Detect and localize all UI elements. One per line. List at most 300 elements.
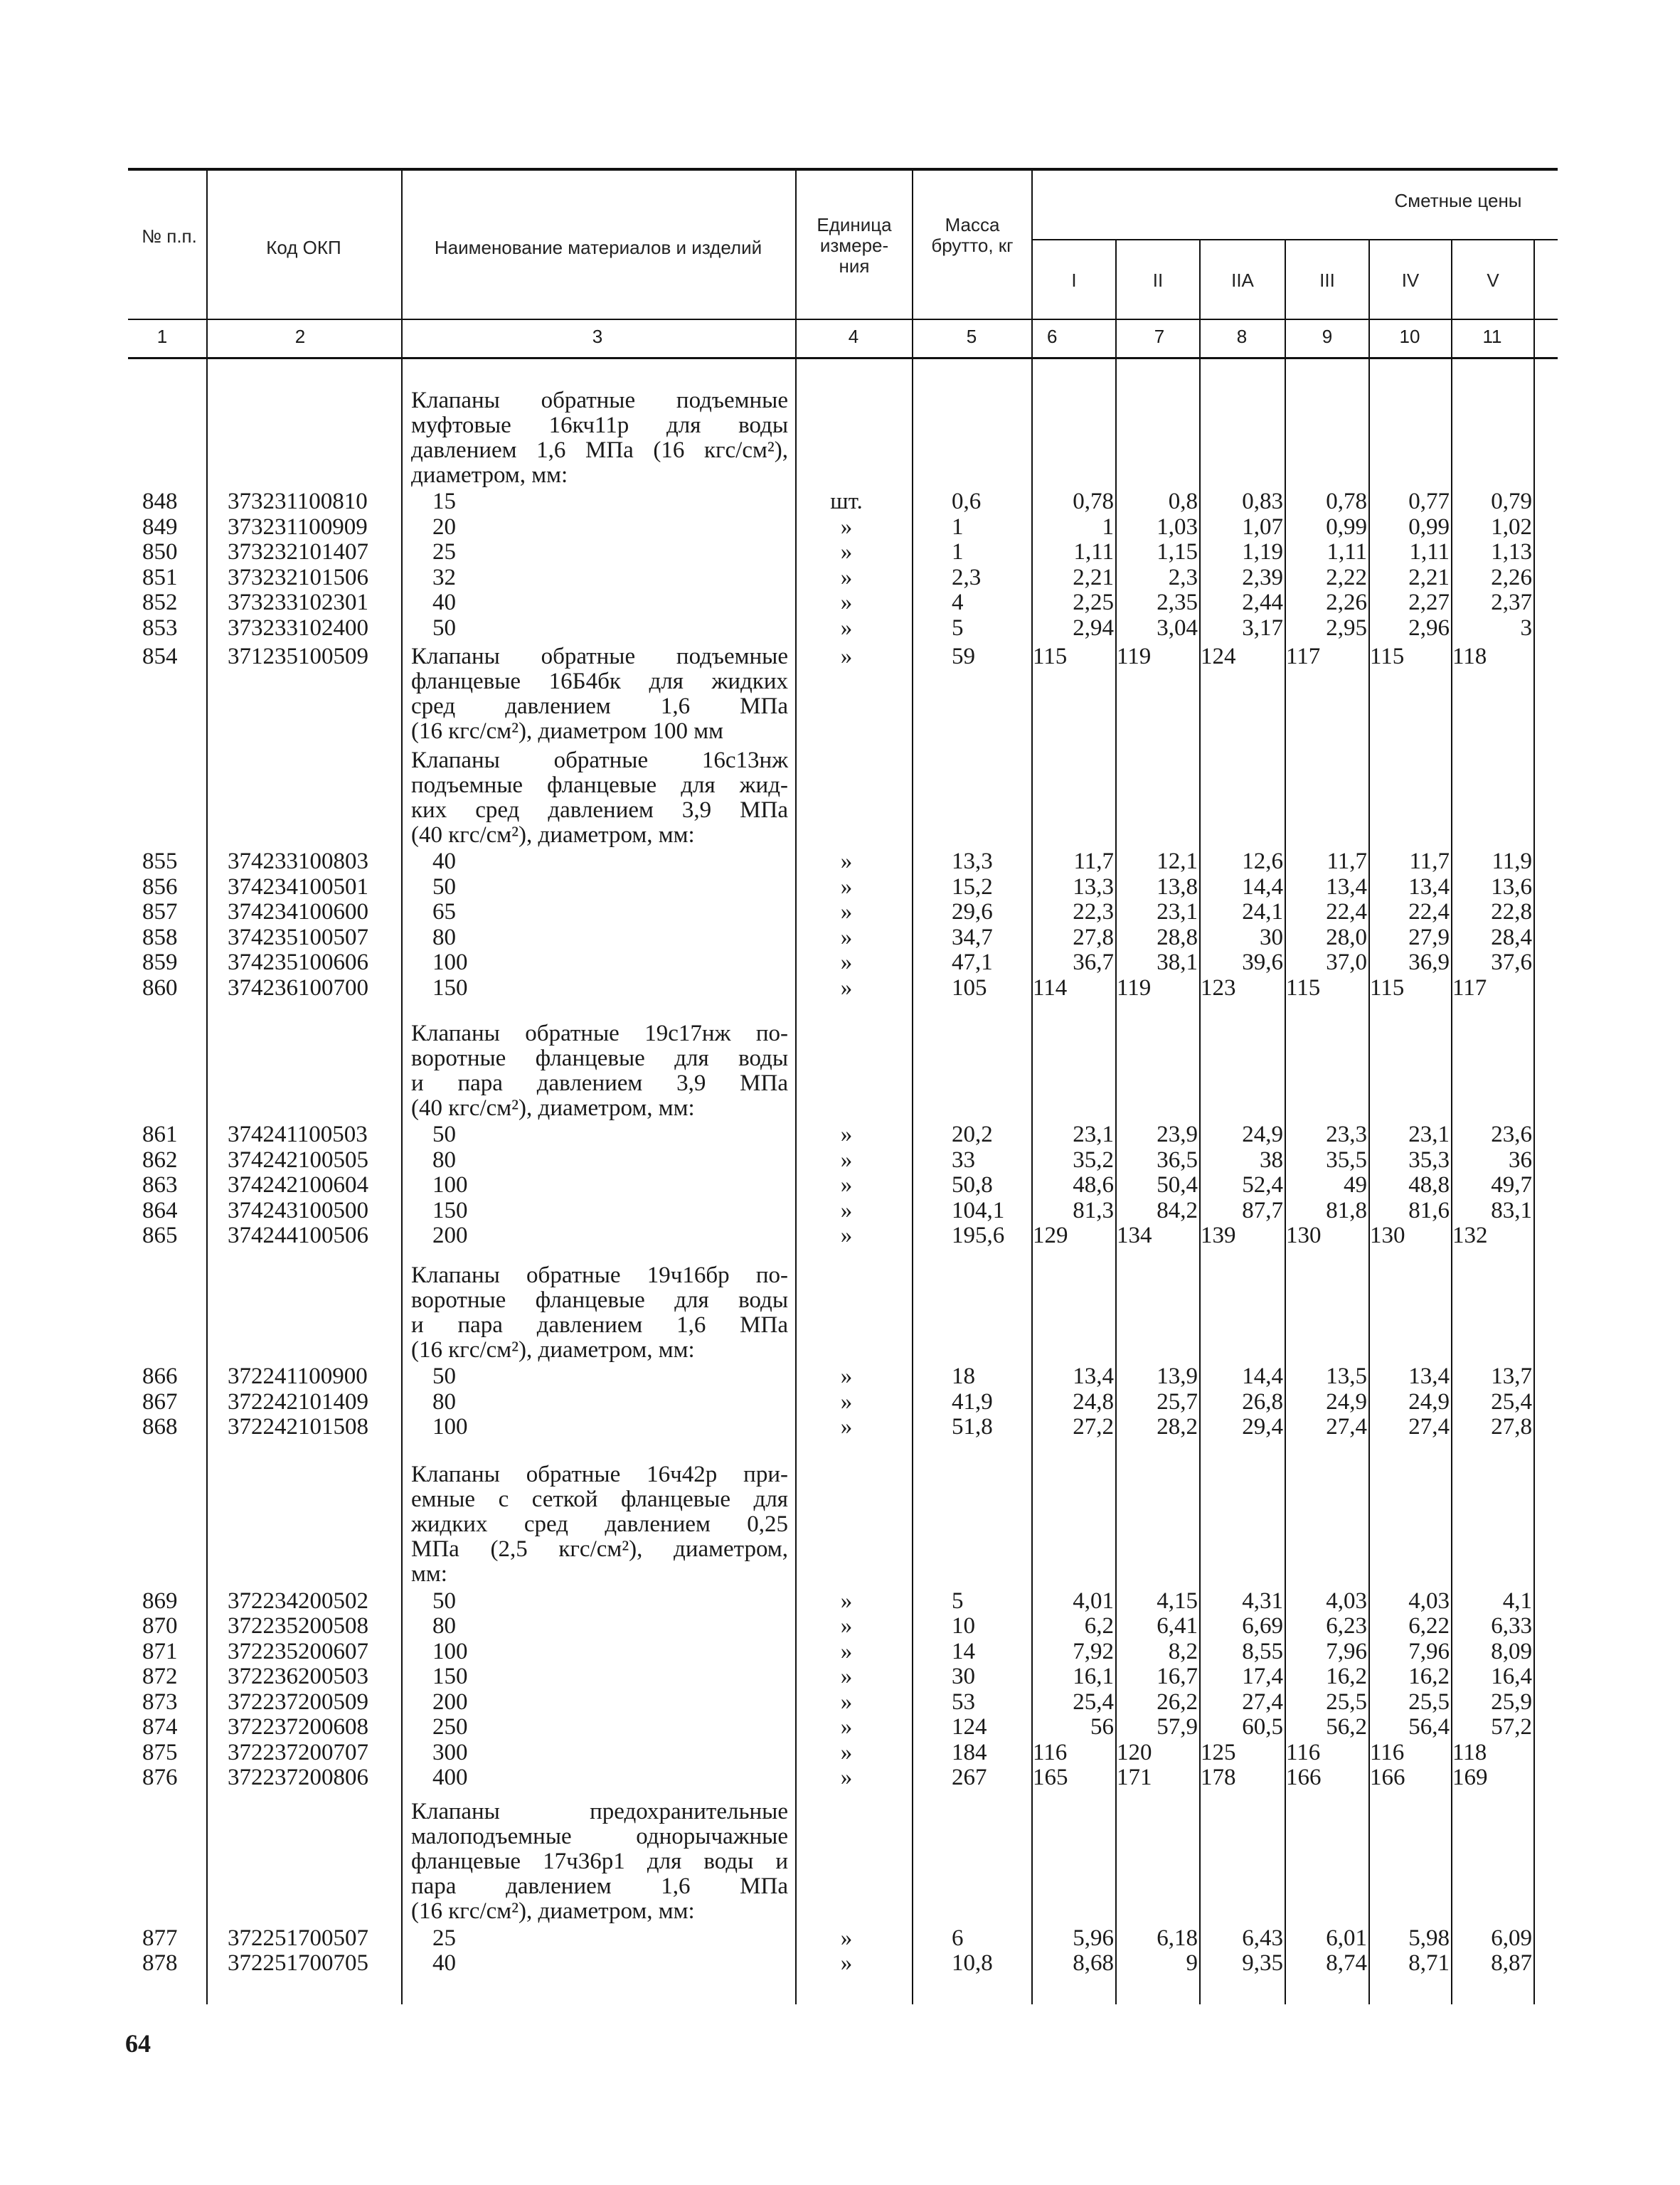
price-value: 166 [1286,1765,1322,1790]
price-value: 81,8 [1326,1198,1367,1223]
price-value: 1,03 [1157,514,1198,540]
price-value: 4,1 [1502,1588,1532,1614]
size-value: 150 [432,1198,468,1223]
unit-value: » [840,644,853,669]
price-value: 27,4 [1242,1689,1283,1715]
price-value: 130 [1370,1223,1405,1248]
size-value: 250 [432,1714,468,1740]
price-value: 6,69 [1242,1613,1283,1639]
price-value: 139 [1201,1223,1236,1248]
okp-code: 373231100909 [228,514,368,540]
size-value: 65 [432,899,456,925]
mass-value: 6 [952,1925,964,1951]
unit-value: » [840,1363,853,1389]
column-number: 11 [1482,326,1502,347]
price-value: 28,2 [1157,1414,1198,1440]
size-value: 80 [432,925,456,950]
column-number: 3 [592,326,603,347]
mass-value: 50,8 [952,1172,993,1198]
price-value: 6,41 [1157,1613,1198,1639]
price-value: 0,78 [1326,489,1367,514]
row-number: 849 [142,514,178,540]
price-value: 23,9 [1157,1122,1198,1147]
mass-value: 13,3 [952,849,993,874]
okp-code: 374235100606 [228,950,368,975]
price-value: 23,1 [1408,1122,1450,1147]
header-price-col: IV [1401,270,1420,291]
unit-value: » [840,899,853,925]
price-value: 1,11 [1409,539,1450,565]
row-number: 852 [142,590,178,615]
price-value: 37,6 [1491,950,1532,975]
price-value: 27,4 [1326,1414,1367,1440]
description-line: воротные фланцевые для воды [411,1287,788,1313]
okp-code: 374234100600 [228,899,368,925]
size-value: 100 [432,950,468,975]
price-value: 8,71 [1408,1950,1450,1976]
price-value: 5,96 [1073,1925,1114,1951]
price-value: 28,0 [1326,925,1367,950]
size-value: 50 [432,1122,456,1147]
price-value: 2,39 [1242,565,1283,590]
description-line: Клапаны обратные 19с17нж по- [411,1021,788,1046]
header-price-col: III [1319,270,1335,291]
price-value: 27,8 [1073,925,1114,950]
price-value: 3 [1520,615,1532,641]
price-value: 36,5 [1157,1147,1198,1173]
size-value: 80 [432,1389,456,1415]
price-value: 49 [1344,1172,1367,1198]
price-value: 13,5 [1326,1363,1367,1389]
price-value: 26,2 [1157,1689,1198,1715]
price-value: 117 [1286,644,1321,669]
price-value: 2,25 [1073,590,1114,615]
price-value: 11,7 [1409,849,1450,874]
price-value: 12,6 [1242,849,1283,874]
size-value: 80 [432,1147,456,1173]
price-value: 1,19 [1242,539,1283,565]
price-value: 4,03 [1326,1588,1367,1614]
row-number: 876 [142,1765,178,1790]
row-number: 854 [142,644,178,669]
okp-code: 373233102301 [228,590,368,615]
size-value: 50 [432,1363,456,1389]
price-value: 16,2 [1408,1664,1450,1689]
row-number: 864 [142,1198,178,1223]
price-value: 6,09 [1491,1925,1532,1951]
row-number: 855 [142,849,178,874]
price-value: 2,95 [1326,615,1367,641]
price-value: 14,4 [1242,874,1283,900]
price-value: 39,6 [1242,950,1283,975]
okp-code: 372242101409 [228,1389,368,1415]
price-value: 115 [1286,975,1321,1001]
size-value: 100 [432,1414,468,1440]
unit-value: » [840,539,853,565]
unit-value: » [840,1664,853,1689]
row-number: 875 [142,1740,178,1765]
price-value: 4,15 [1157,1588,1198,1614]
okp-code: 372235200607 [228,1639,368,1664]
price-value: 11,9 [1492,849,1532,874]
price-value: 56,2 [1326,1714,1367,1740]
price-value: 23,1 [1073,1122,1114,1147]
description-line: (16 кгс/см²), диаметром 100 мм [411,718,724,744]
price-value: 52,4 [1242,1172,1283,1198]
mass-value: 195,6 [952,1223,1005,1248]
price-value: 2,3 [1168,565,1198,590]
unit-value: » [840,565,853,590]
price-value: 13,4 [1073,1363,1114,1389]
row-number: 869 [142,1588,178,1614]
price-value: 171 [1117,1765,1152,1790]
okp-code: 372237200608 [228,1714,368,1740]
column-number: 7 [1154,326,1165,347]
okp-code: 373231100810 [228,489,368,514]
price-value: 24,9 [1408,1389,1450,1415]
size-value: 32 [432,565,456,590]
description-line: Клапаны обратные подъемные [411,644,788,669]
size-value: 15 [432,489,456,514]
price-value: 8,74 [1326,1950,1367,1976]
price-value: 166 [1370,1765,1405,1790]
price-value: 23,1 [1157,899,1198,925]
price-value: 13,6 [1491,874,1532,900]
price-value: 17,4 [1242,1664,1283,1689]
unit-value: » [840,1950,853,1976]
description-line: жидких сред давлением 0,25 [411,1511,788,1537]
price-value: 1,11 [1073,539,1114,565]
column-number: 6 [1047,326,1058,347]
mass-value: 1 [952,539,964,565]
price-value: 0,99 [1408,514,1450,540]
price-value: 81,6 [1408,1198,1450,1223]
row-number: 858 [142,925,178,950]
column-number: 5 [966,326,977,347]
price-value: 13,4 [1408,1363,1450,1389]
price-value: 87,7 [1242,1198,1283,1223]
price-value: 22,4 [1326,899,1367,925]
description-line: (40 кгс/см²), диаметром, мм: [411,822,695,848]
okp-code: 372237200509 [228,1689,368,1715]
description-line: сред давлением 1,6 МПа [411,693,788,719]
price-value: 1,07 [1242,514,1283,540]
price-value: 6,18 [1157,1925,1198,1951]
mass-value: 10 [952,1613,975,1639]
unit-value: » [840,1172,853,1198]
price-value: 0,83 [1242,489,1283,514]
mass-value: 5 [952,615,964,641]
description-line: подъемные фланцевые для жид- [411,772,788,798]
price-value: 35,5 [1326,1147,1367,1173]
header-prices-group: Сметные цены [1394,190,1522,211]
row-number: 867 [142,1389,178,1415]
header-col-name: Наименование материалов и изделий [434,237,762,258]
mass-value: 0,6 [952,489,982,514]
okp-code: 373232101407 [228,539,368,565]
price-value: 8,2 [1168,1639,1198,1664]
column-number: 1 [156,326,168,347]
price-value: 124 [1201,644,1236,669]
unit-value: » [840,590,853,615]
price-value: 14,4 [1242,1363,1283,1389]
okp-code: 372236200503 [228,1664,368,1689]
price-value: 22,4 [1408,899,1450,925]
price-value: 0,77 [1408,489,1450,514]
price-value: 16,2 [1326,1664,1367,1689]
price-value: 8,87 [1491,1950,1532,1976]
mass-value: 2,3 [952,565,982,590]
row-number: 873 [142,1689,178,1715]
price-value: 1,15 [1157,539,1198,565]
price-value: 29,4 [1242,1414,1283,1440]
group-description [411,1021,788,1121]
price-value: 9 [1186,1950,1198,1976]
row-number: 868 [142,1414,178,1440]
row-number: 874 [142,1714,178,1740]
group-description [411,1263,788,1363]
price-value: 178 [1201,1765,1236,1790]
okp-code: 374241100503 [228,1122,368,1147]
mass-value: 53 [952,1689,975,1715]
price-value: 2,26 [1491,565,1532,590]
unit-value: » [840,514,853,540]
column-number: 4 [848,326,859,347]
unit-value: » [840,1740,853,1765]
unit-value: » [840,1414,853,1440]
price-value: 13,8 [1157,874,1198,900]
header-col-unit: Единица измере- ния [817,214,892,277]
unit-value: » [840,1765,853,1790]
price-value: 132 [1452,1223,1488,1248]
row-number: 859 [142,950,178,975]
size-value: 50 [432,874,456,900]
unit-value: » [840,1223,853,1248]
header-price-col: II [1152,270,1164,291]
group-description [411,748,788,848]
price-value: 165 [1033,1765,1068,1790]
price-value: 118 [1452,644,1487,669]
header-col-code: Код ОКП [266,237,341,258]
price-value: 1 [1102,514,1114,540]
description-line: мм: [411,1561,447,1587]
price-value: 83,1 [1491,1198,1532,1223]
unit-value: » [840,1588,853,1614]
okp-code: 374236100700 [228,975,368,1001]
description-line: малоподъемные однорычажные [411,1824,788,1849]
description-line: Клапаны обратные подъемные [411,388,788,413]
okp-code: 374242100604 [228,1172,368,1198]
price-value: 116 [1286,1740,1321,1765]
mass-value: 15,2 [952,874,993,900]
description-line: пара давлением 1,6 МПа [411,1873,788,1899]
price-value: 50,4 [1157,1172,1198,1198]
price-value: 81,3 [1073,1198,1114,1223]
column-number: 8 [1236,326,1248,347]
price-value: 6,33 [1491,1613,1532,1639]
size-value: 40 [432,849,456,874]
price-value: 49,7 [1491,1172,1532,1198]
okp-code: 374233100803 [228,849,368,874]
price-value: 28,8 [1157,925,1198,950]
price-value: 23,6 [1491,1122,1532,1147]
price-value: 118 [1452,1740,1487,1765]
description-line: Клапаны обратные 16с13нж [411,748,788,773]
unit-value: » [840,1122,853,1147]
price-value: 16,4 [1491,1664,1532,1689]
mass-value: 5 [952,1588,964,1614]
description-line: муфтовые 16кч11р для воды [411,413,788,438]
price-value: 0,79 [1491,489,1532,514]
price-value: 11,7 [1327,849,1367,874]
price-value: 24,8 [1073,1389,1114,1415]
col-divider [401,169,403,2004]
price-value: 115 [1033,644,1068,669]
mass-value: 124 [952,1714,987,1740]
header-price-col: I [1071,270,1077,291]
mass-value: 14 [952,1639,975,1664]
price-value: 3,17 [1242,615,1283,641]
price-value: 35,3 [1408,1147,1450,1173]
price-value: 6,43 [1242,1925,1283,1951]
price-value: 48,8 [1408,1172,1450,1198]
unit-value: » [840,1714,853,1740]
description-line: воротные фланцевые для воды [411,1046,788,1071]
price-value: 2,44 [1242,590,1283,615]
okp-code: 372237200806 [228,1765,368,1790]
okp-code: 372237200707 [228,1740,368,1765]
price-value: 16,7 [1157,1664,1198,1689]
description-line: и пара давлением 3,9 МПа [411,1070,788,1096]
description-line: и пара давлением 1,6 МПа [411,1312,788,1338]
row-number: 871 [142,1639,178,1664]
group-description [411,1799,788,1924]
row-number: 866 [142,1363,178,1389]
unit-value: » [840,1198,853,1223]
okp-code: 372242101508 [228,1414,368,1440]
price-value: 7,96 [1326,1639,1367,1664]
price-value: 2,37 [1491,590,1532,615]
row-number: 856 [142,874,178,900]
price-value: 5,98 [1408,1925,1450,1951]
unit-value: » [840,975,853,1001]
mass-value: 41,9 [952,1389,993,1415]
description-line: фланцевые 17ч36р1 для воды и [411,1849,788,1874]
price-value: 119 [1117,975,1152,1001]
size-value: 150 [432,1664,468,1689]
price-value: 37,0 [1326,950,1367,975]
description-line: фланцевые 16Б4бк для жидких [411,669,788,694]
price-value: 24,9 [1326,1389,1367,1415]
colnum-bottom-rule [128,357,1558,359]
price-value: 13,9 [1157,1363,1198,1389]
price-value: 2,27 [1408,590,1450,615]
description-line: емные с сеткой фланцевые для [411,1487,788,1512]
price-value: 30 [1260,925,1283,950]
mass-value: 33 [952,1147,975,1173]
unit-value: » [840,1147,853,1173]
mass-value: 184 [952,1740,987,1765]
price-value: 56 [1090,1714,1114,1740]
size-value: 25 [432,1925,456,1951]
row-number: 850 [142,539,178,565]
row-number: 851 [142,565,178,590]
size-value: 40 [432,1950,456,1976]
unit-value: » [840,925,853,950]
price-value: 0,99 [1326,514,1367,540]
price-value: 4,31 [1242,1588,1283,1614]
price-value: 25,4 [1491,1389,1532,1415]
price-value: 48,6 [1073,1172,1114,1198]
col-divider [912,169,913,2004]
group-description [411,1462,788,1587]
unit-value: шт. [830,489,863,514]
mass-value: 267 [952,1765,987,1790]
price-value: 7,96 [1408,1639,1450,1664]
price-value: 12,1 [1157,849,1198,874]
price-value: 27,4 [1408,1414,1450,1440]
price-value: 0,8 [1168,489,1198,514]
price-value: 36,7 [1073,950,1114,975]
okp-code: 372235200508 [228,1613,368,1639]
unit-value: » [840,1613,853,1639]
price-value: 36 [1509,1147,1532,1173]
size-value: 300 [432,1740,468,1765]
price-value: 123 [1201,975,1236,1001]
description-line: МПа (2,5 кгс/см²), диаметром, [411,1536,788,1562]
page-number: 64 [125,2029,151,2058]
description-line: ких сред давлением 3,9 МПа [411,797,788,823]
price-value: 125 [1201,1740,1236,1765]
price-value: 27,9 [1408,925,1450,950]
col-divider [206,169,208,2004]
size-value: 20 [432,514,456,540]
size-value: 25 [432,539,456,565]
column-number: 9 [1322,326,1333,347]
mass-value: 47,1 [952,950,993,975]
price-value: 134 [1117,1223,1152,1248]
price-value: 56,4 [1408,1714,1450,1740]
price-value: 13,3 [1073,874,1114,900]
price-value: 38 [1260,1147,1283,1173]
mass-value: 59 [952,644,975,669]
price-value: 8,68 [1073,1950,1114,1976]
unit-value: » [840,1639,853,1664]
mass-value: 30 [952,1664,975,1689]
mass-value: 34,7 [952,925,993,950]
header-col-no: № п.п. [142,225,197,247]
price-value: 115 [1370,644,1405,669]
description-line: давлением 1,6 МПа (16 кгс/см²), [411,437,788,463]
price-value: 2,26 [1326,590,1367,615]
price-value: 22,3 [1073,899,1114,925]
price-value: 6,22 [1408,1613,1450,1639]
price-value: 115 [1370,975,1405,1001]
price-value: 1,13 [1491,539,1532,565]
row-number: 872 [142,1664,178,1689]
description-line: (40 кгс/см²), диаметром, мм: [411,1095,695,1121]
price-value: 24,1 [1242,899,1283,925]
okp-code: 372251700507 [228,1925,368,1951]
okp-code: 374244100506 [228,1223,368,1248]
col-divider [1533,240,1535,2004]
okp-code: 374235100507 [228,925,368,950]
header-bottom-rule [128,319,1558,320]
group-description [411,644,788,744]
row-number: 877 [142,1925,178,1951]
row-number: 848 [142,489,178,514]
price-value: 35,2 [1073,1147,1114,1173]
